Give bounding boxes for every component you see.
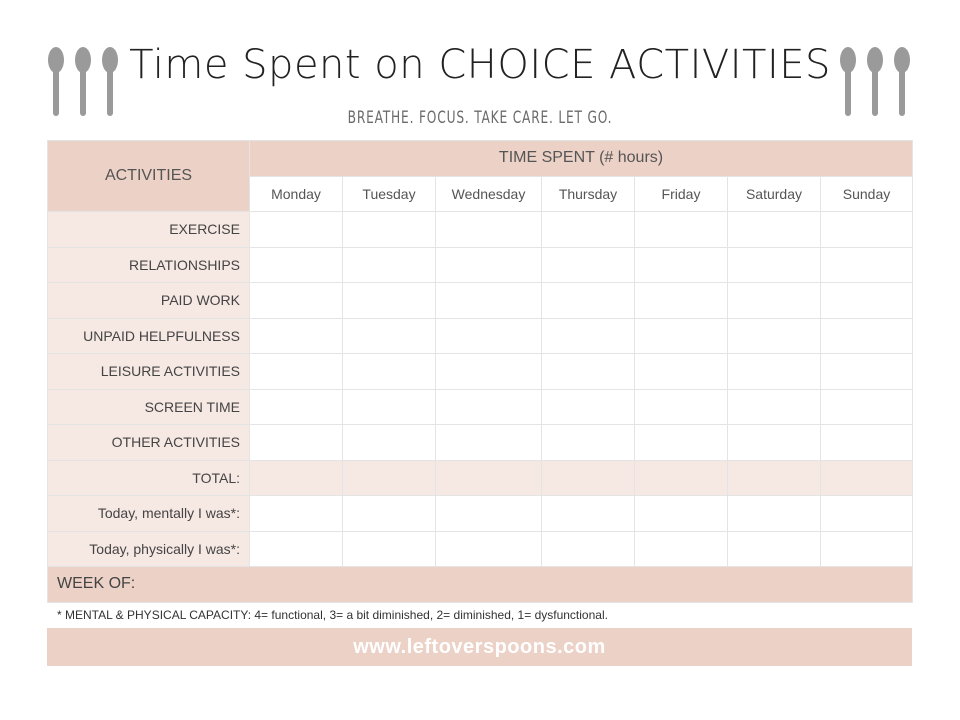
entry-cell[interactable]: [821, 212, 913, 248]
row-label: LEISURE ACTIVITIES: [48, 354, 250, 390]
entry-cell[interactable]: [635, 389, 728, 425]
entry-cell[interactable]: [542, 425, 635, 461]
entry-cell[interactable]: [343, 531, 436, 567]
entry-cell[interactable]: [635, 354, 728, 390]
entry-cell[interactable]: [250, 283, 343, 319]
spoons-icon-left: [44, 44, 124, 120]
entry-cell[interactable]: [542, 389, 635, 425]
entry-cell[interactable]: [250, 247, 343, 283]
row-label: Today, physically I was*:: [48, 531, 250, 567]
entry-cell[interactable]: [635, 247, 728, 283]
entry-cell[interactable]: [436, 389, 542, 425]
entry-cell[interactable]: [728, 496, 821, 532]
entry-cell[interactable]: [821, 425, 913, 461]
row-label: UNPAID HELPFULNESS: [48, 318, 250, 354]
entry-cell[interactable]: [821, 283, 913, 319]
entry-cell[interactable]: [250, 318, 343, 354]
entry-cell[interactable]: [343, 247, 436, 283]
entry-cell[interactable]: [728, 318, 821, 354]
entry-cell[interactable]: [542, 247, 635, 283]
entry-cell[interactable]: [728, 212, 821, 248]
day-header: Monday: [250, 176, 343, 212]
entry-cell[interactable]: [250, 212, 343, 248]
entry-cell[interactable]: [542, 496, 635, 532]
table-row: [48, 283, 913, 319]
day-header: Thursday: [542, 176, 635, 212]
entry-cell[interactable]: [250, 460, 343, 496]
header-row: [48, 141, 913, 177]
entry-cell[interactable]: [436, 531, 542, 567]
capacity-footnote: * MENTAL & PHYSICAL CAPACITY: 4= functional, 3= a bit diminished, 2= diminished, 1= dysfunctional.: [57, 608, 608, 622]
table-row: [48, 496, 913, 532]
entry-cell[interactable]: [821, 247, 913, 283]
row-label: RELATIONSHIPS: [48, 247, 250, 283]
activities-header: ACTIVITIES: [48, 141, 250, 212]
day-header: Friday: [635, 176, 728, 212]
entry-cell[interactable]: [728, 354, 821, 390]
entry-cell[interactable]: [542, 354, 635, 390]
entry-cell[interactable]: [436, 212, 542, 248]
row-label: TOTAL:: [48, 460, 250, 496]
entry-cell[interactable]: [542, 212, 635, 248]
table-row: [48, 318, 913, 354]
entry-cell[interactable]: [821, 531, 913, 567]
table-row: [48, 460, 913, 496]
entry-cell[interactable]: [635, 460, 728, 496]
page-subtitle: BREATHE. FOCUS. TAKE CARE. LET GO.: [347, 108, 613, 128]
entry-cell[interactable]: [343, 318, 436, 354]
table-row: [48, 247, 913, 283]
entry-cell[interactable]: [635, 496, 728, 532]
table-row: [48, 531, 913, 567]
day-header: Saturday: [728, 176, 821, 212]
entry-cell[interactable]: [343, 354, 436, 390]
entry-cell[interactable]: [728, 247, 821, 283]
row-label: Today, mentally I was*:: [48, 496, 250, 532]
table-row: [48, 389, 913, 425]
week-of-label[interactable]: WEEK OF:: [48, 567, 913, 603]
entry-cell[interactable]: [728, 460, 821, 496]
entry-cell[interactable]: [436, 283, 542, 319]
row-label: SCREEN TIME: [48, 389, 250, 425]
entry-cell[interactable]: [436, 496, 542, 532]
entry-cell[interactable]: [635, 318, 728, 354]
entry-cell[interactable]: [250, 354, 343, 390]
entry-cell[interactable]: [728, 531, 821, 567]
row-label: EXERCISE: [48, 212, 250, 248]
entry-cell[interactable]: [436, 318, 542, 354]
entry-cell[interactable]: [542, 460, 635, 496]
entry-cell[interactable]: [728, 283, 821, 319]
row-label: OTHER ACTIVITIES: [48, 425, 250, 461]
entry-cell[interactable]: [436, 354, 542, 390]
entry-cell[interactable]: [542, 318, 635, 354]
entry-cell[interactable]: [343, 283, 436, 319]
entry-cell[interactable]: [436, 425, 542, 461]
entry-cell[interactable]: [343, 496, 436, 532]
entry-cell[interactable]: [436, 247, 542, 283]
day-header: Sunday: [821, 176, 913, 212]
row-label: PAID WORK: [48, 283, 250, 319]
entry-cell[interactable]: [821, 318, 913, 354]
time-spent-header: TIME SPENT (# hours): [250, 141, 913, 177]
entry-cell[interactable]: [728, 425, 821, 461]
day-header: Wednesday: [436, 176, 542, 212]
table-row: [48, 212, 913, 248]
entry-cell[interactable]: [821, 389, 913, 425]
time-table: [47, 140, 913, 603]
week-of-row: [48, 567, 913, 603]
entry-cell[interactable]: [343, 460, 436, 496]
entry-cell[interactable]: [635, 425, 728, 461]
spoons-icon-right: [836, 44, 916, 120]
entry-cell[interactable]: [343, 389, 436, 425]
entry-cell[interactable]: [250, 496, 343, 532]
entry-cell[interactable]: [436, 460, 542, 496]
entry-cell[interactable]: [542, 283, 635, 319]
entry-cell[interactable]: [635, 531, 728, 567]
entry-cell[interactable]: [821, 496, 913, 532]
entry-cell[interactable]: [821, 460, 913, 496]
table-row: [48, 425, 913, 461]
entry-cell[interactable]: [635, 212, 728, 248]
entry-cell[interactable]: [250, 425, 343, 461]
entry-cell[interactable]: [250, 389, 343, 425]
entry-cell[interactable]: [250, 531, 343, 567]
entry-cell[interactable]: [728, 389, 821, 425]
entry-cell[interactable]: [343, 212, 436, 248]
page-title: Time Spent on CHOICE ACTIVITIES: [129, 42, 831, 88]
day-header: Tuesday: [343, 176, 436, 212]
entry-cell[interactable]: [343, 425, 436, 461]
table-row: [48, 354, 913, 390]
footer-url: www.leftoverspoons.com: [47, 628, 912, 666]
entry-cell[interactable]: [635, 283, 728, 319]
entry-cell[interactable]: [542, 531, 635, 567]
entry-cell[interactable]: [821, 354, 913, 390]
